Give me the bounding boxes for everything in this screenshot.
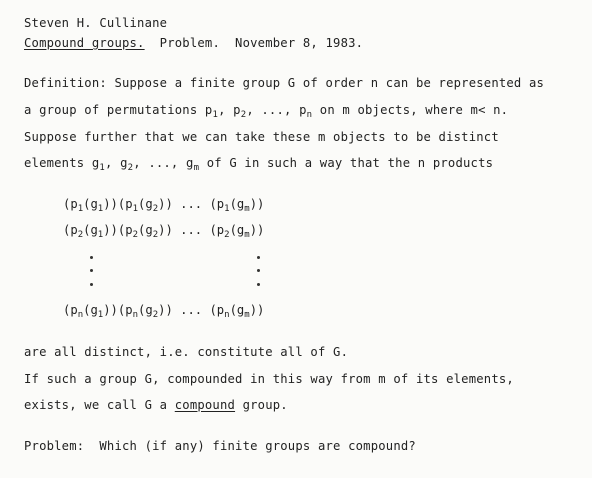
- problem-statement: Problem: Which (if any) finite groups are compound?: [24, 439, 416, 453]
- text-fragment: elements g: [24, 156, 100, 170]
- matrix-row-n: [63, 303, 265, 320]
- subscript: n: [77, 310, 84, 320]
- subscript: n: [132, 310, 138, 320]
- definition-line-1: Definition: Suppose a finite group G of order n can be represented as: [24, 76, 545, 90]
- subscript: 2: [77, 230, 84, 240]
- subscript: m: [244, 310, 250, 320]
- vertical-ellipsis-dot: [257, 283, 260, 286]
- underlined-term: compound: [174, 398, 236, 412]
- text-fragment: (g: [229, 223, 245, 237]
- conclusion-line-1: are all distinct, i.e. constitute all of G.: [24, 345, 349, 359]
- definition-line-3: Suppose further that we can take these m objects to be distinct: [24, 130, 499, 144]
- text-fragment: (g: [83, 197, 98, 211]
- subscript: m: [244, 230, 250, 240]
- definition-line-4: [24, 156, 494, 173]
- text-fragment: a group of permutations p: [24, 103, 213, 117]
- text-fragment: , p: [218, 103, 241, 117]
- text-fragment: , g: [105, 156, 128, 170]
- conclusion-line-3: [24, 398, 288, 412]
- text-fragment: exists, we call G a: [24, 398, 175, 412]
- vertical-ellipsis-dot: [257, 256, 260, 259]
- vertical-ellipsis-dot: [257, 269, 260, 272]
- subscript: m: [193, 163, 200, 173]
- text-fragment: of G in such a way that the n products: [199, 156, 494, 170]
- text-fragment: (g: [229, 197, 245, 211]
- subscript: 2: [152, 230, 159, 240]
- text-fragment: ))(p: [103, 197, 133, 211]
- subscript: 2: [152, 310, 159, 320]
- text-fragment: , ..., p: [246, 103, 307, 117]
- text-fragment: )) ... (p: [158, 223, 225, 237]
- text-fragment: (g: [229, 303, 245, 317]
- subscript: 1: [77, 204, 84, 214]
- vertical-ellipsis-dot: [90, 269, 93, 272]
- text-fragment: (g: [83, 223, 98, 237]
- author-line: Steven H. Cullinane: [24, 16, 168, 30]
- text-fragment: (g: [138, 223, 153, 237]
- subscript: 1: [97, 310, 104, 320]
- text-fragment: (g: [138, 197, 153, 211]
- matrix-row-2: [63, 223, 265, 240]
- definition-line-2: [24, 103, 509, 120]
- subscript: 1: [97, 204, 104, 214]
- subscript: 1: [212, 110, 219, 120]
- subscript: 2: [224, 230, 230, 240]
- subscript: n: [224, 310, 230, 320]
- text-fragment: )): [249, 197, 265, 211]
- subscript: 1: [97, 230, 104, 240]
- title-line: [24, 36, 363, 50]
- subscript: m: [244, 204, 250, 214]
- matrix-row-1: [63, 197, 265, 214]
- subscript: 2: [152, 204, 159, 214]
- vertical-ellipsis-dot: [90, 256, 93, 259]
- subscript: 2: [240, 110, 247, 120]
- subscript: n: [306, 110, 313, 120]
- text-fragment: (p: [63, 197, 78, 211]
- subscript: 2: [127, 163, 134, 173]
- conclusion-line-2: If such a group G, compounded in this way from m of its elements,: [24, 372, 514, 386]
- subscript: 2: [132, 230, 138, 240]
- text-fragment: (p: [63, 303, 78, 317]
- subscript: 1: [99, 163, 105, 173]
- text-fragment: )): [249, 303, 265, 317]
- text-fragment: (g: [138, 303, 153, 317]
- title-rest: Problem. November 8, 1983.: [144, 36, 364, 50]
- text-fragment: )): [249, 223, 265, 237]
- vertical-ellipsis-dot: [90, 283, 93, 286]
- text-fragment: )) ... (p: [158, 197, 225, 211]
- text-fragment: , ..., g: [133, 156, 194, 170]
- text-fragment: )) ... (p: [158, 303, 225, 317]
- text-fragment: on m objects, where m< n.: [312, 103, 509, 117]
- text-fragment: group.: [235, 398, 288, 412]
- title-underlined: Compound groups.: [24, 36, 145, 50]
- text-fragment: ))(p: [103, 223, 133, 237]
- text-fragment: (p: [63, 223, 78, 237]
- subscript: 1: [224, 204, 230, 214]
- text-fragment: (g: [83, 303, 98, 317]
- text-fragment: ))(p: [103, 303, 133, 317]
- subscript: 1: [132, 204, 138, 214]
